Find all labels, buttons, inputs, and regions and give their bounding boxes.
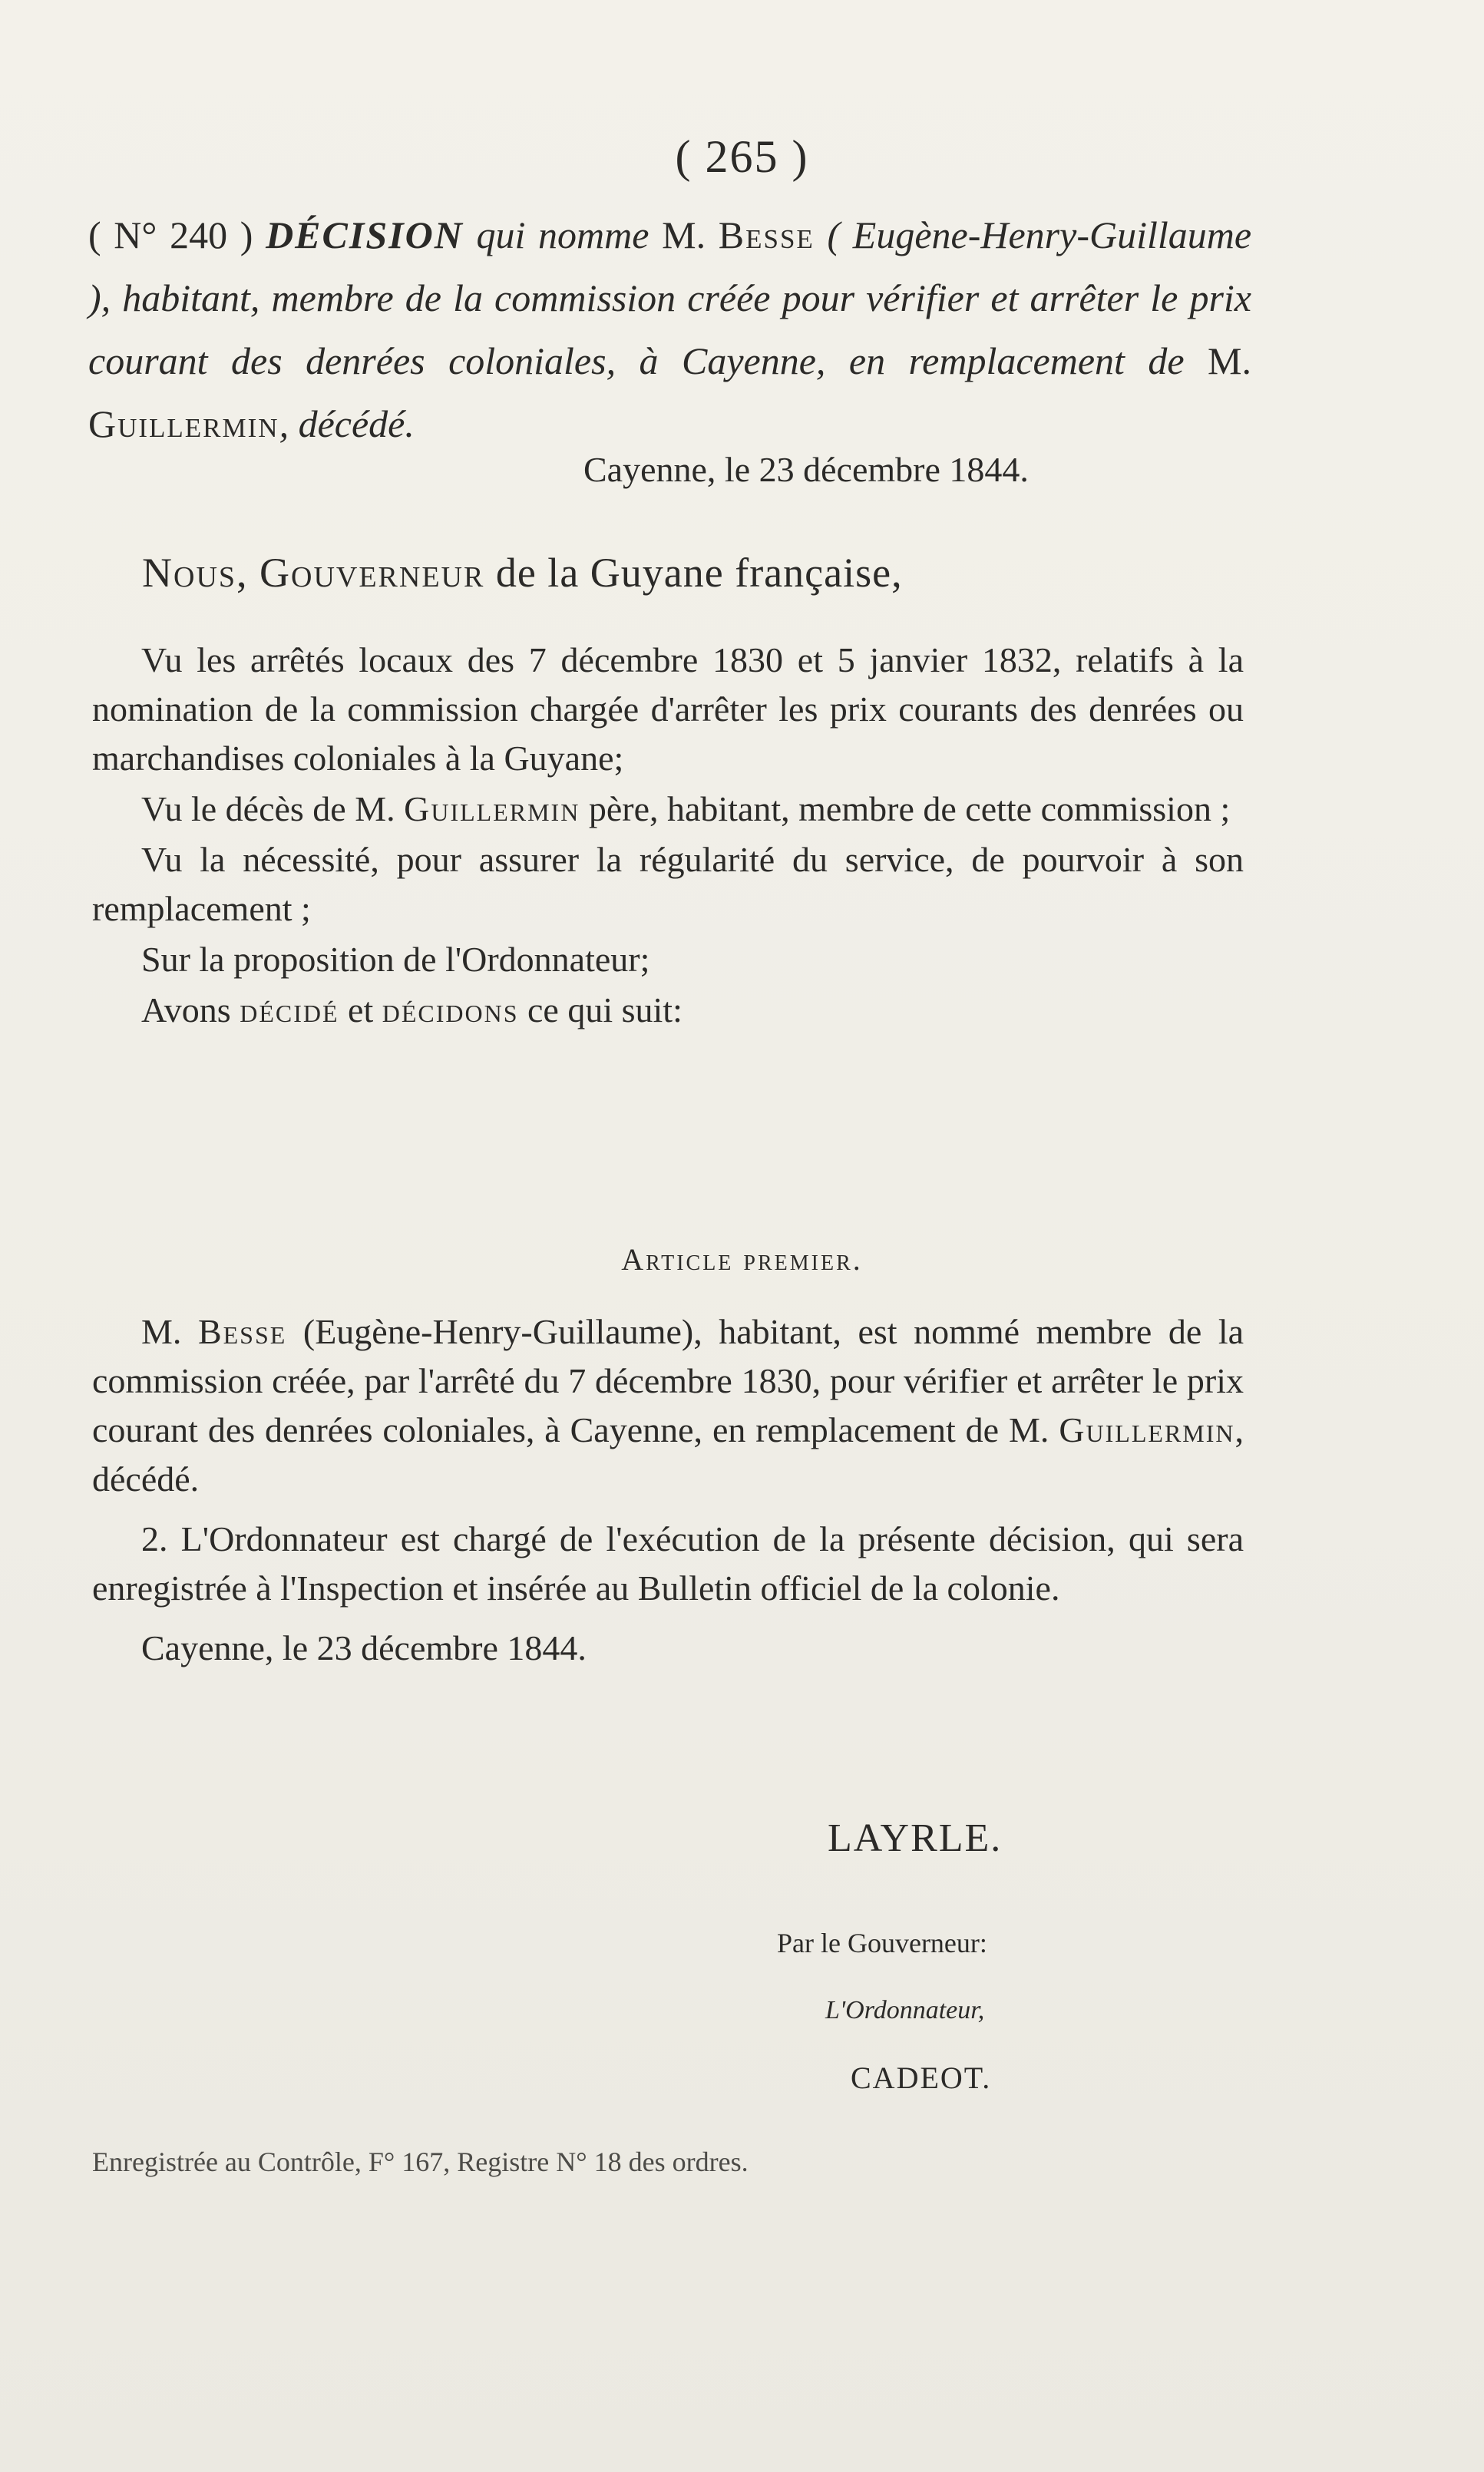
page-number: ( 265 ) [675, 131, 809, 182]
consideration-arretes: Vu les arrêtés locaux des 7 décembre 1830 et 5 janvier 1832, relatifs à la nomination de la commission chargée d'arrêter les prix courants des denrées ou marchandises coloniales à la Guyane; [92, 640, 1244, 778]
article-1-name2: Guillermin [1059, 1410, 1235, 1449]
consideration-necessite: Vu la nécessité, pour assurer la régularité du service, de pourvoir à son remplacement ; [92, 840, 1244, 928]
heading-phrase-1: qui nomme [476, 213, 649, 256]
deces-name: Guillermin [404, 789, 580, 828]
heading-mr-1: M. [662, 213, 706, 256]
ordonnateur-title: L'Ordonnateur, [825, 1996, 985, 2024]
heading-name-guillermin: Guillermin [88, 402, 279, 445]
signer-name: LAYRLE. [828, 1816, 1003, 1860]
article-1: M. Besse (Eugène-Henry-Guillaume), habitant, est nommé membre de la commission créée, par l'arrêté du 7 décembre 1830, pour vérifier et arrêter le prix courant des denrées coloniales, à Cayenne, en remplacement de M. Guillermin, décédé. [92, 1312, 1244, 1499]
by-governor: Par le Gouverneur: [777, 1928, 987, 1958]
authority-nous: Nous, [142, 550, 249, 596]
heading-phrase-2: habitant, membre de la commission créée pour vérifier et arrêter le prix courant des denrées coloniales, à Cayenne, en remplacement de [88, 276, 1251, 382]
closing-date: Cayenne, le 23 décembre 1844. [141, 1628, 587, 1667]
considerations-block [92, 636, 1244, 1035]
consideration-proposition: Sur la proposition de l'Ordonnateur; [141, 940, 650, 979]
article-title: Article premier. [621, 1242, 863, 1277]
decision-number: ( N° 240 ) [88, 213, 253, 256]
decision-heading [88, 203, 1251, 455]
authority-gouverneur: Gouverneur [259, 550, 485, 596]
avons-decidons: décidons [382, 990, 519, 1029]
deces-prefix: Vu le décès de M. [141, 789, 395, 828]
consideration-deces [92, 785, 1244, 834]
authority-rest: de la Guyane française, [495, 550, 903, 596]
avons-line: Avons décidé et décidons ce qui suit: [141, 990, 683, 1029]
heading-end: , décédé. [279, 402, 415, 445]
heading-names-paren: ( Eugène-Henry-Guillaume ), [88, 213, 1252, 319]
authority-line [142, 549, 903, 597]
article-1-name: Besse [197, 1312, 287, 1351]
registration-note: Enregistrée au Contrôle, F° 167, Registre N° 18 des ordres. [92, 2146, 749, 2177]
place-date: Cayenne, le 23 décembre 1844. [583, 450, 1029, 489]
articles-block [92, 1307, 1244, 1673]
avons-decide: décidé [240, 990, 339, 1029]
heading-mr-2: M. [1208, 339, 1252, 382]
ordonnateur-name: CADEOT. [851, 2061, 992, 2095]
decision-title-word: DÉCISION [266, 213, 464, 256]
deces-rest: père, habitant, membre de cette commission ; [588, 789, 1231, 828]
heading-name-besse: Besse [718, 213, 815, 256]
article-2: 2. L'Ordonnateur est chargé de l'exécution de la présente décision, qui sera enregistrée à l'Inspection et insérée au Bulletin officiel de la colonie. [92, 1519, 1244, 1608]
